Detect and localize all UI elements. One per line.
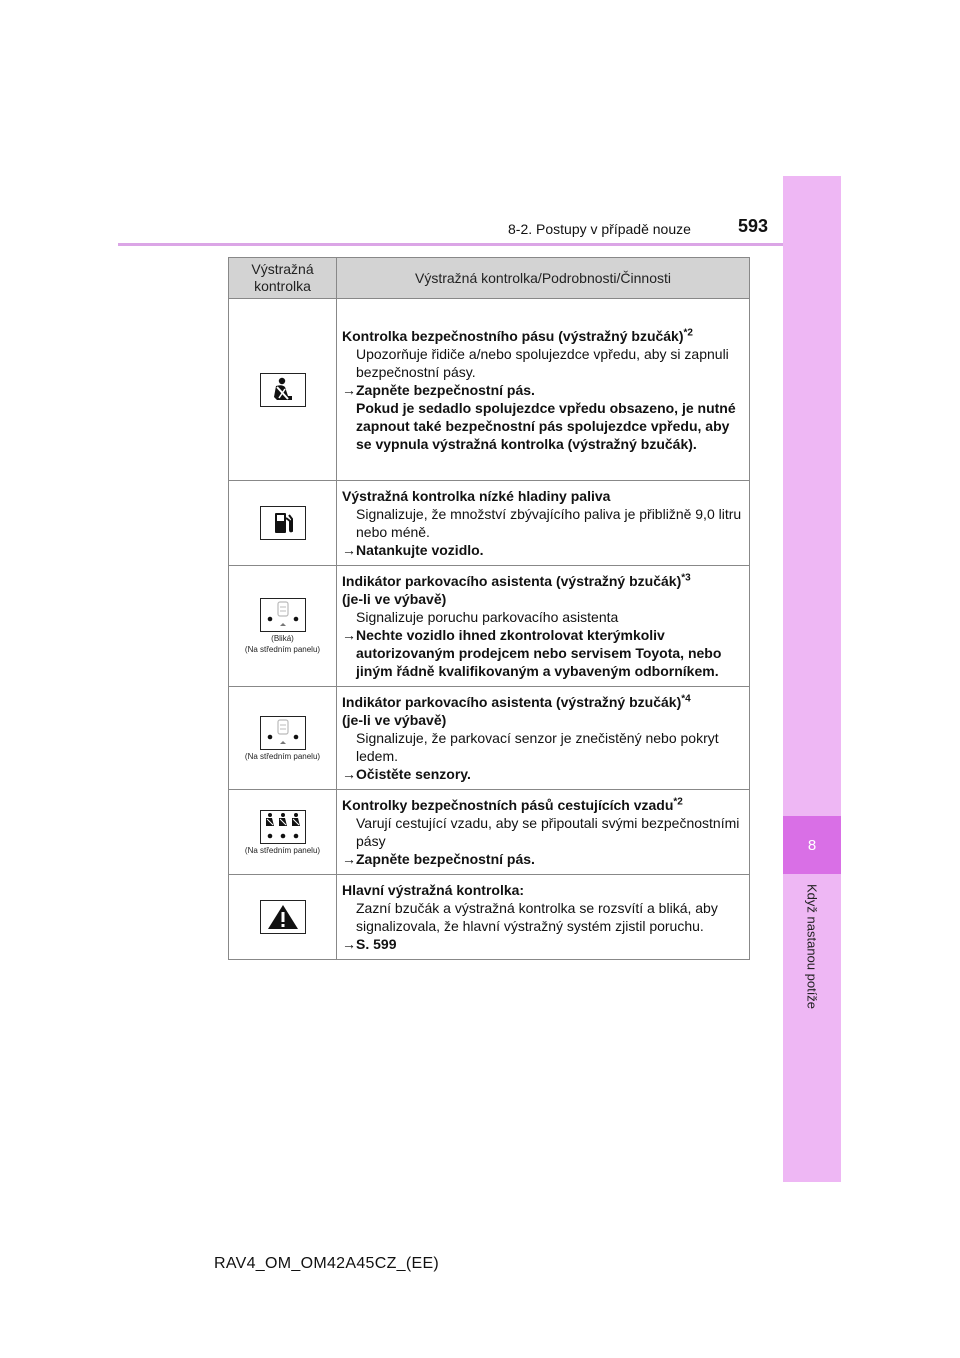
parking-assist-icon	[260, 598, 306, 632]
icon-cell	[229, 481, 337, 566]
table-row	[229, 481, 750, 566]
column-header-details: Výstražná kontrolka/Podrobnosti/Činnosti	[337, 258, 750, 299]
arrow-right-icon: →	[342, 851, 356, 867]
row-action	[342, 541, 745, 559]
row-title: Výstražná kontrolka nízké hladiny paliva	[342, 488, 611, 504]
row-title-text: Indikátor parkovacího asistenta (výstražný bzučák)	[342, 573, 682, 589]
description-cell	[337, 875, 750, 960]
footnote-mark: *2	[683, 326, 693, 338]
description-cell	[337, 481, 750, 566]
warning-lights-table	[228, 257, 750, 960]
row-text: Signalizuje, že parkovací senzor je znečistěný nebo pokryt ledem.	[356, 730, 719, 764]
row-text: Zazní bzučák a výstražná kontrolka se rozsvítí a bliká, aby signalizovala, že hlavní výstražný systém zjistil poruchu.	[356, 900, 718, 934]
row-action-text: Nechte vozidlo ihned zkontrolovat kterýmkoliv autorizovaným prodejcem nebo servisem Toyota, nebo jiným řádně kvalifikovaným a vybaveným odborníkem.	[356, 627, 722, 679]
page-number: 593	[738, 216, 769, 236]
chapter-side-tab	[783, 176, 841, 1182]
row-text: Signalizuje poruchu parkovacího asistenta	[356, 609, 619, 625]
chapter-number: 8	[783, 816, 841, 874]
description-cell	[337, 299, 750, 481]
section-title: 8-2. Postupy v případě nouze	[508, 221, 691, 237]
chapter-title: Když nastanou potíže	[804, 884, 820, 1010]
row-title	[342, 693, 745, 711]
row-action-text: Zapněte bezpečnostní pás.	[356, 851, 535, 867]
description-cell	[337, 687, 750, 790]
row-text: Upozorňuje řidiče a/nebo spolujezdce vpředu, aby si zapnuli bezpečnostní pásy.	[356, 345, 729, 380]
row-title-text: Indikátor parkovacího asistenta (výstražný bzučák)	[342, 694, 682, 710]
icon-note-location: (Na středním panelu)	[244, 751, 321, 761]
header-divider	[118, 243, 783, 246]
row-title-text: Kontrolky bezpečnostních pásů cestujících vzadu	[342, 797, 674, 813]
row-action	[342, 765, 745, 783]
parking-assist-icon	[260, 716, 306, 750]
master-warning-icon	[260, 900, 306, 934]
arrow-right-icon: →	[342, 766, 356, 782]
row-subtitle: (je-li ve výbavě)	[342, 712, 447, 728]
document-code: RAV4_OM_OM42A45CZ_(EE)	[214, 1255, 440, 1272]
row-subtitle: (je-li ve výbavě)	[342, 591, 447, 607]
arrow-right-icon: →	[342, 627, 356, 643]
icon-cell	[229, 875, 337, 960]
row-title-text: Kontrolka bezpečnostního pásu (výstražný bzučák)	[342, 327, 684, 344]
row-title	[342, 327, 745, 345]
arrow-right-icon: →	[342, 936, 356, 952]
icon-note-location: (Na středním panelu)	[244, 645, 321, 654]
table-row	[229, 299, 750, 481]
table-row	[229, 687, 750, 790]
row-text: Varují cestující vzadu, aby se připoutali svými bezpečnostními pásy	[356, 815, 740, 849]
row-action	[342, 626, 745, 680]
row-text: Signalizuje, že množství zbývajícího paliva je přibližně 9,0 litru nebo méně.	[356, 506, 742, 540]
icon-cell	[229, 790, 337, 875]
row-title	[342, 572, 745, 590]
icon-cell	[229, 566, 337, 687]
description-cell	[337, 566, 750, 687]
footnote-mark: *3	[681, 572, 691, 584]
row-title: Hlavní výstražná kontrolka:	[342, 882, 525, 898]
icon-cell	[229, 299, 337, 481]
table-header-row	[229, 258, 750, 299]
row-action	[342, 381, 745, 399]
table-row	[229, 875, 750, 960]
row-action-text: Očistěte senzory.	[356, 766, 471, 782]
table-row	[229, 790, 750, 875]
row-extra: Pokud je sedadlo spolujezdce vpředu obsazeno, je nutné zapnout také bezpečnostní pás spolujezdce vpředu, aby se vypnula výstražná kontrolka (výstražný bzučák).	[356, 399, 736, 452]
row-action-text: Zapněte bezpečnostní pás.	[356, 381, 535, 398]
arrow-right-icon: →	[342, 542, 356, 558]
icon-note-location: (Na středním panelu)	[244, 845, 321, 855]
fuel-pump-icon	[260, 506, 306, 540]
page-reference-link[interactable]: S. 599	[356, 936, 397, 952]
seatbelt-icon	[260, 373, 306, 407]
column-header-light: Výstražná kontrolka	[229, 258, 337, 299]
table-row	[229, 566, 750, 687]
row-action-text: Natankujte vozidlo.	[356, 542, 484, 558]
rear-seatbelt-icon	[260, 810, 306, 844]
icon-cell	[229, 687, 337, 790]
footnote-mark: *4	[681, 693, 691, 705]
icon-note-blink: (Bliká)	[271, 634, 294, 643]
row-title	[342, 796, 745, 814]
description-cell	[337, 790, 750, 875]
arrow-right-icon: →	[342, 381, 356, 398]
row-action	[342, 935, 745, 953]
row-action	[342, 850, 745, 868]
footnote-mark: *2	[673, 796, 683, 808]
